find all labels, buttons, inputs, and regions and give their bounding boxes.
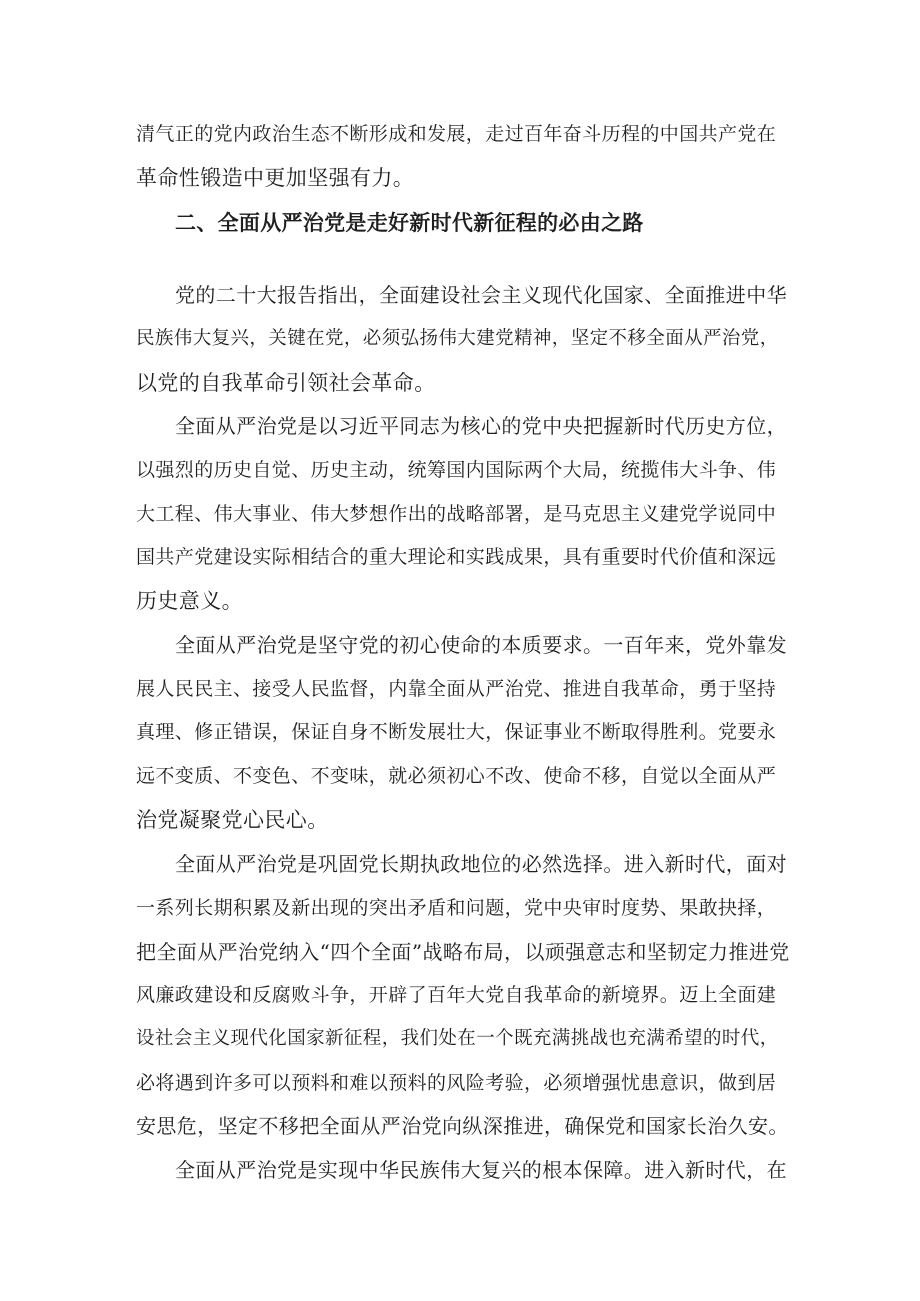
text-line: 国共产党建设实际相结合的重大理论和实践成果，具有重要时代价值和深远: [136, 546, 777, 568]
text-line: 远不变质、不变色、不变味，就必须初心不改、使命不移，自觉以全面从严: [136, 765, 777, 787]
text-line: 全面从严治党是以习近平同志为核心的党中央把握新时代历史方位，: [175, 414, 787, 438]
text-line: 全面从严治党是实现中华民族伟大复兴的根本保障。进入新时代，在: [175, 1158, 787, 1182]
text-line: 把全面从严治党纳入“四个全面”战略布局，以顽强意志和坚韧定力推进党: [136, 940, 790, 964]
text-line: 必将遇到许多可以预料和难以预料的风险考验，必须增强忧患意识，做到居: [136, 1072, 777, 1094]
text-line: 清气正的党内政治生态不断形成和发展，走过百年奋斗历程的中国共产党在: [136, 123, 777, 145]
text-line: 历史意义。: [136, 589, 243, 613]
text-line: 安思危，坚定不移把全面从严治党向纵深推进，确保党和国家长治久安。: [136, 1114, 789, 1138]
text-line: 大工程、伟大事业、伟大梦想作出的战略部署，是马克思主义建党学说同中: [136, 503, 777, 525]
text-line: 一系列长期积累及新出现的突出矛盾和问题，党中央审时度势、果敢抉择，: [136, 897, 777, 919]
text-line: 全面从严治党是坚守党的初心使命的本质要求。一百年来，党外靠发: [175, 633, 787, 657]
text-line: 展人民民主、接受人民监督，内靠全面从严治党、推进自我革命，勇于坚持: [136, 678, 777, 700]
text-line: 革命性锻造中更加坚强有力。: [136, 166, 415, 190]
text-line: 以强烈的历史自觉、历史主动，统筹国内国际两个大局，统揽伟大斗争、伟: [136, 459, 777, 481]
text-line: 全面从严治党是巩固党长期执政地位的必然选择。进入新时代，面对: [175, 852, 787, 876]
text-line: 治党凝聚党心民心。: [136, 808, 329, 832]
text-line: 风廉政建设和反腐败斗争，开辟了百年大党自我革命的新境界。迈上全面建: [136, 984, 777, 1006]
text-line: 设社会主义现代化国家新征程，我们处在一个既充满挑战也充满希望的时代，: [136, 1028, 779, 1049]
text-line: 民族伟大复兴，关键在党，必须弘扬伟大建党精神，坚定不移全面从严治党，: [136, 328, 779, 349]
text-line: 以党的自我革命引领社会革命。: [136, 371, 436, 395]
section-heading: 二、全面从严治党是走好新时代新征程的必由之路: [175, 211, 644, 235]
text-line: 真理、修正错误，保证自身不断发展壮大，保证事业不断取得胜利。党要永: [136, 721, 777, 743]
text-line: 党的二十大报告指出，全面建设社会主义现代化国家、全面推进中华: [175, 283, 787, 307]
